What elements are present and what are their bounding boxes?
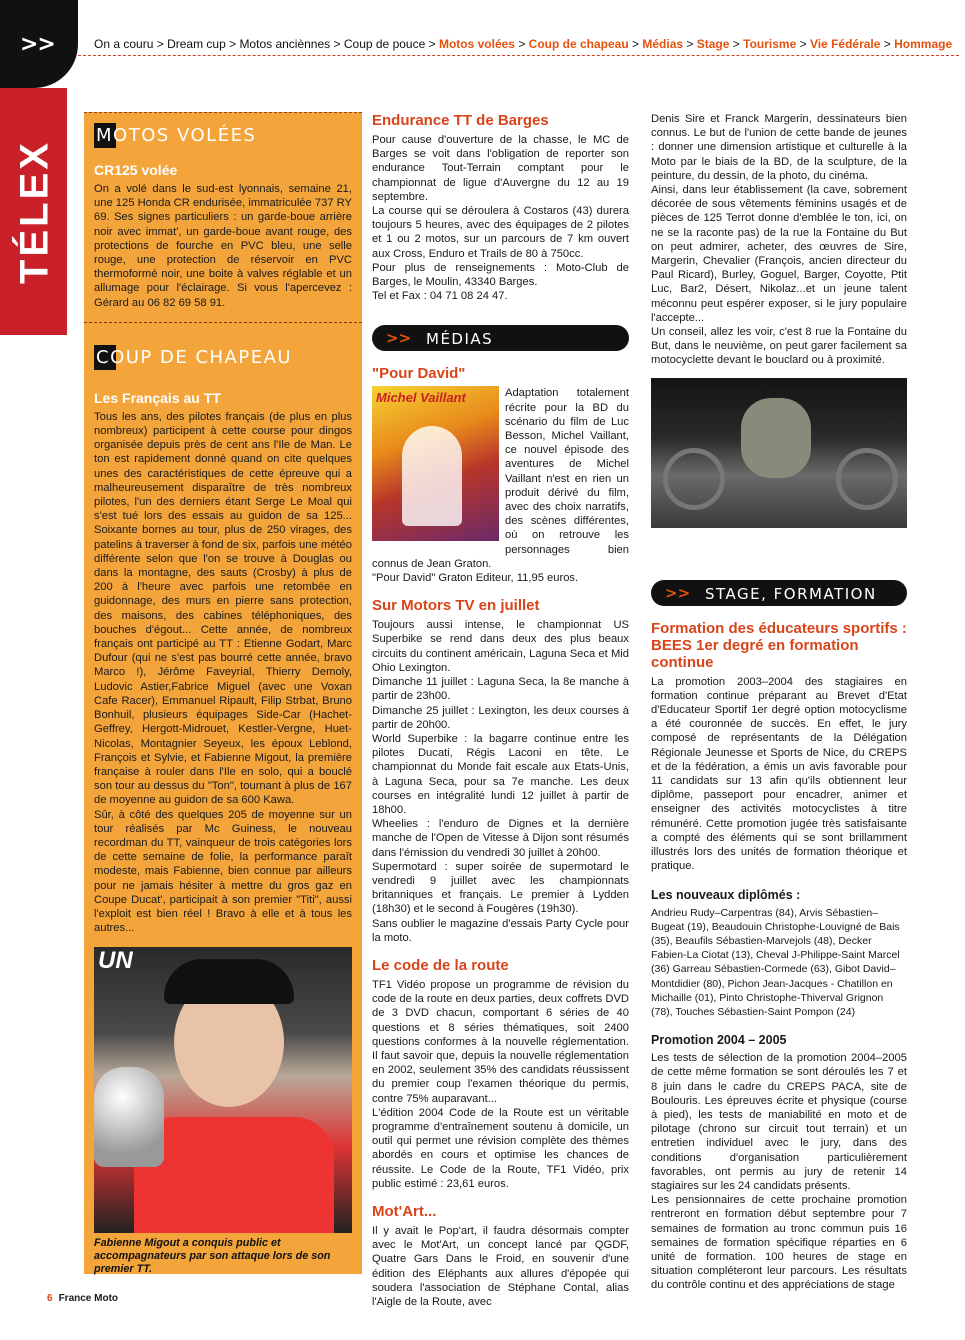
section-pill-medias	[372, 325, 629, 351]
breadcrumb-separator: >	[729, 37, 744, 51]
photo-suit	[134, 1117, 334, 1233]
photo-caption: Fabienne Migout a conquis public et accompagnateurs par son attaque lors de son premier TT.	[94, 1237, 331, 1276]
divider	[84, 322, 362, 323]
comic-cover-image	[372, 386, 499, 541]
breadcrumb-separator: >	[628, 37, 643, 51]
photo-cap	[164, 959, 294, 1004]
breadcrumb-item[interactable]: Motos anciènnes	[239, 37, 331, 51]
trophy-icon	[94, 1067, 164, 1167]
breadcrumb-item[interactable]: On a couru	[94, 37, 154, 51]
article-body: Adaptation totalement récrite pour la BD du scénario du film de Luc Besson, Michel Vaillant, ce nouvel épisode des aventures de Michel Vaillant n'est en rien un produit dérivé du film, avec des choix narratifs, des scènes différentes, où on retrouve les personnages bien connus de Jean Graton. "Pour David" Graton Editeur, 11,95 euros.	[372, 387, 629, 585]
breadcrumb-separator: >	[514, 37, 529, 51]
article-title: CR125 volée	[94, 162, 178, 178]
sculpture-body	[741, 398, 811, 478]
section-initial: C	[96, 346, 111, 368]
section-title: OTOS VOLÉES	[113, 125, 257, 146]
breadcrumb-item[interactable]: Motos volées	[438, 37, 515, 51]
comic-figure	[402, 426, 462, 526]
article-body: Tous les ans, des pilotes français (de plus en plus nombreux) participent à cette course pour dingos organisée depuis près de cent ans l'Ile de Man. Le ton est rapidement donné quand on cite quelques unes des caractéristiques de cette épreuve qui a malheureusement disparaître de très nombreux pilotes, l'un des derniers étant Serge Le Moal qui s'est tué lors des essais au guidon de sa 125... Soixante bornes au tour, plus de 250 virages, des patelins à traverser à fond de six, parfois une météo différente selon que l'on se trouve à Douglas ou dans la montagne, des sauts (Crosby) à plus de 200 à l'heure avec parfois une retombée en guidonnage, des murs en pierre sans protection, des maisons, des cabines téléphoniques, des bouches d'égout... Cette année, de nombreux français ont participé au TT : Etienne Godart, Marc Dufour (qui ne s'est pas bourré cette année, bravo Marco !), Jérôme Faveyrial, Thierry Demoly, Ludovic Astier,Fabrice Miguel (avec une Voxan Cafe Racer), Emmanuel Ripault, Filip Strbat, Bruno Bonhuil, plusieurs équipages Side-Car (Hachet-Geffrey, Hergott-Midrouet, Kestler-Vergne, Huet-Nicolas, Montagnier Seyeux, les époux Leblond, François et Sylvie, et Fabienne Migout, la première française à rouler dans l'Ile en solo, qui a bouclé son tour au dessus du "Ton", tournant à plus de 167 de moyenne au guidon de sa 600 Kawa. Sûr, à côté des quelques 205 de moyenne sur un tour réalisés par Mc Guiness, le nouveau recordman du TT, vainqueur de trois catégories lors de cette semaine de folie, la performance paraît modeste, mais Fabienne, bien connue par ailleurs pour ne jamais hésiter à mettre du gros gaz en Coupe Ducat', participait à son premier "Titi", aussi l'exploit est bien réel ! Bravo à elle et à tous les autres...	[94, 410, 352, 935]
section-header-coup-de-chapeau	[94, 345, 362, 370]
section-label: STAGE, FORMATION	[705, 584, 877, 603]
article-title: Endurance TT de Barges	[372, 112, 549, 129]
section-title: OUP DE CHAPEAU	[110, 346, 293, 368]
article-body: Denis Sire et Franck Margerin, dessinateurs bien connus. Le but de l'union de cette bande de jeunes : donner une dimension artistique et culturelle à la Moto par le biais de la BD, de la sculpture, de la peinture, du dessin, de la photo, du cinéma. Ainsi, dans leur établissement (la cave, sobrement décorée de sous vêtements féminins usagés et de pièces de 125 Terrot donne d'emblée le ton, ici, on ne se la raconte pas) de la rue la Fontaine du But on peut admirer, acheter, des œuvres de Sire, Margerin, Chevalier (François, ancien directeur du Paul Ricard), Burley, Goguel, Barger, Coyotte, Ptit Luc, Bar2, Désert, Nikolaz...et un jeune talent méconnu peut espérer exposer, si le jury populaire l'accepte... Un conseil, allez les voir, c'est 8 rue la Fontaine du But, dans le neuvième, on peut garer facilement sa motocyclette devant le bouclard ou à proximité.	[651, 113, 907, 367]
telex-label: TÉLEX	[12, 139, 57, 284]
article-title: Les Français au TT	[94, 389, 221, 406]
article-body: Les tests de sélection de la promotion 2004–2005 de cette même formation se sont déroulés les 7 et 8 juin dans le cadre du CREPS PACA, site de Boulouris. Les épreuves écrite et physique (course à pied), les tests de maniabilité en moto et de pilotage (chrono sur circuit tout terrain) et un entretien individuel avec le jury, dans des conditions d'organisation particulièrement favorables, ont permis au jury de retenir 14 stagiaires sur les 24 candidats présents. Les pensionnaires de cette prochaine promotion rentreront en formation début septembre pour 7 semaines de formation au tronc commun puis 16 semaines de formation spécifique réparties en 6 unité de formation. 100 heures de stage en situation compléteront leur parcours. Les résultats du contrôle continu et des appréciations de stage	[651, 1052, 907, 1292]
article-body: Il y avait le Pop'art, il faudra désormais compter avec le Mot'Art, un concept lancé par QGDF, Quatre Gars Dans le Froid, en souvenir d'une édition des Eléphants aux allures d'épopée qui soudera l'association de Stéphane Contal, alias l'Aigle de la Route, avec	[372, 1225, 629, 1309]
section-label: MÉDIAS	[426, 330, 494, 349]
telex-band	[0, 88, 67, 335]
section-pill-stage	[651, 580, 907, 606]
breadcrumb-separator: >	[153, 37, 168, 51]
section-header-motos-volees	[94, 123, 362, 148]
breadcrumb-item[interactable]: Vie Fédérale	[809, 37, 881, 51]
magazine-name: France Moto	[58, 1293, 119, 1304]
arrow-icon: >>	[20, 32, 55, 57]
article-body: TF1 Vidéo propose un programme de révision du code de la route en deux parties, deux coffrets DVD de 3 DVD chacun, comportant 6 séries de 40 questions et 8 séries thématiques, soit 2400 questions conformes à la nouvelle réglementation. Il faut savoir que, depuis la nouvelle réglementation en 2002, seulement 35% des candidats réussissent du premier coup l'examen théorique du permis, contre 75% auparavant... L'édition 2004 Code de la Route est un véritable programme d'entraînement soutenu à domicile, un outil qui permet une révision complète des thèmes abordés en cours et optimise les chances de réussite. Le Code de la Route, TF1 Vidéo, prix public estimé : 23,61 euros.	[372, 978, 629, 1190]
arrow-icon: >>	[665, 583, 691, 602]
right-column	[651, 112, 907, 1293]
breadcrumb-separator: >	[880, 37, 895, 51]
breadcrumb-separator: >	[225, 37, 240, 51]
breadcrumb-item[interactable]: Stage	[696, 37, 730, 51]
breadcrumb-item[interactable]: Tourisme	[743, 37, 797, 51]
comic-title: Michel Vaillant	[376, 390, 466, 406]
middle-column	[372, 112, 629, 1309]
article-body: Pour cause d'ouverture de la chasse, le MC de Barges se voit dans l'obligation de reporter son endurance Tout-Terrain comptant pour le championnat de ligue d'Auvergne du 12 au 19 septembre. La course qui se déroulera à Costaros (43) durera toujours 5 heures, avec des équipages de 2 pilotes et 1 ou 2 motos, sur un parcours de 7 km ouvert aux Cross, Enduro et Trails de 80 à 750cc. Pour plus de renseignements : Moto-Club de Barges, le Moulin, 43340 Barges. Tel et Fax : 04 71 08 24 47.	[372, 134, 629, 303]
article-body: La promotion 2003–2004 des stagiaires en formation continue préparant au Brevet d'Etat d'Educateur Sportif 1er degré option motocyclisme a été couronnée de succès. En effet, le jury composé de représentants de la Délégation Régionale Jeunesse et Sports de Nice, du CREPS et de la fédération, a émis un avis favorable pour 11 candidats sur 13 afin qu'ils obtiennent leur diplôme, passeport pour encadrer, animer et enseigner des activités motocyclistes à titre rémunéré. Cette promotion jugée très satisfaisante a compté des éléments qui se sont brillamment illustrés lors des unités de formation théorique et pratique.	[651, 675, 907, 873]
wheel	[663, 448, 725, 510]
article-title: Mot'Art...	[372, 1203, 437, 1220]
breadcrumb-item[interactable]: Coup de chapeau	[528, 37, 629, 51]
breadcrumb-item[interactable]: Hommage	[894, 37, 953, 51]
breadcrumb-item[interactable]: Coup de pouce	[343, 37, 426, 51]
article-body: On a volé dans le sud-est lyonnais, semaine 21, une 125 Honda CR endurisée, immatriculée 737 RY 69. Ses signes particuliers : un garde-boue arrière noir avec immat', un garde-boue avant rouge, des protections de fourche en PVC bleu, une selle rouge, une protection de réservoir en PVC thermoformé noir, une boite à valves réglable et un allumage pour l'éclairage. Si vous l'apercevez : Gérard au 06 82 69 58 91.	[94, 183, 352, 309]
subheading: Promotion 2004 – 2005	[651, 1033, 787, 1048]
photo-text: UN	[98, 947, 133, 975]
sculpture-motorcycle-photo	[651, 378, 907, 528]
breadcrumb-item[interactable]: Médias	[642, 37, 684, 51]
breadcrumb-separator: >	[330, 37, 344, 51]
breadcrumb-item[interactable]: Dream cup	[167, 37, 226, 51]
breadcrumb-separator: >	[425, 37, 439, 51]
article-title: Formation des éducateurs sportifs : BEES 1er degré en formation continue	[651, 619, 907, 671]
breadcrumb-separator: >	[796, 37, 810, 51]
breadcrumb-arrow-badge	[0, 0, 78, 88]
article-title: Le code de la route	[372, 956, 509, 974]
orange-column	[84, 112, 362, 1274]
breadcrumb	[94, 37, 952, 51]
article-title: "Pour David"	[372, 365, 466, 383]
rider-photo	[94, 947, 352, 1233]
article-body: Toujours aussi intense, le championnat US Superbike se rend dans deux des plus beaux circuits du continent américain, Laguna Seca et Mid Ohio Lexington. Dimanche 11 juillet : Laguna Seca, la 8e manche à partir de 23h00. Dimanche 25 juillet : Lexington, les deux courses à partir de 20h00. World Superbike : la bagarre continue entre les pilotes Ducati, Régis Laconi en tête. Le championnat du Monde fait escale aux Etats-Unis, à Laguna Seca, pour sa 7e manche. Les deux courses en intégralité lundi 12 juillet à partir de 18h00. Wheelies : l'enduro de Dignes et la dernière manche de l'Open de Vitesse à Dijon sont résumés dans l'émission du vendredi 30 juillet à 20h00. Supermotard : super soirée de supermotard le vendredi 9 juillet avec les championnats britanniques et français. Le premier à Lydden (18h30) et le second à Fougères (19h30). Sans oublier le magazine d'essais Party Cycle pour la moto.	[372, 619, 629, 944]
breadcrumb-divider	[78, 55, 959, 56]
arrow-icon: >>	[386, 329, 412, 348]
breadcrumb-separator: >	[683, 37, 697, 51]
wheel	[836, 448, 898, 510]
page-footer	[47, 1293, 118, 1304]
section-initial: M	[96, 125, 114, 146]
graduates-list: Andrieu Rudy–Carpentras (84), Arvis Sébastien–Bugeat (19), Beaudouin Christophe-Louvigné de Bais (35), Beaufils Sébastien-Marvejols (48), Decker Fabien-La Ciotat (13), Cheval J-Philippe-Saint Marcel (36) Garreau Sébastien-Cormede (63), Gibot David–Montdidier (80), Pichon Jean-Jacques - Chatillon en Michaille (01), Pinto Christophe-Thiverval Grignon (78), Touches Sébastien-Saint Pompon (24)	[651, 906, 900, 1018]
article-title: Sur Motors TV en juillet	[372, 597, 540, 615]
page-number: 6	[47, 1293, 53, 1304]
subheading: Les nouveaux diplômés :	[651, 887, 801, 902]
